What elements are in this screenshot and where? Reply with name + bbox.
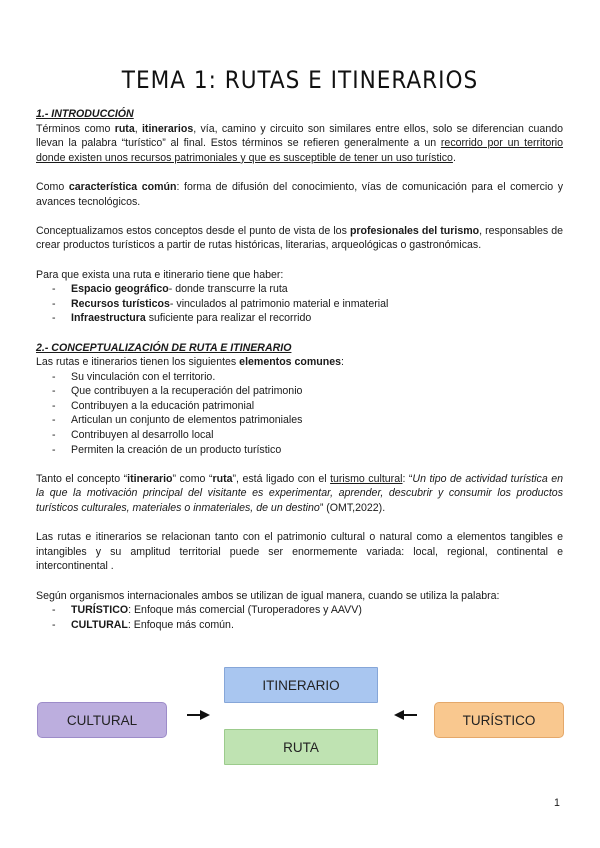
list-item: - Recursos turísticos- vinculados al patrimonio material e inmaterial xyxy=(52,297,563,312)
turistico-box: TURÍSTICO xyxy=(434,702,564,738)
list-item: - Contribuyen a la educación patrimonial xyxy=(52,399,563,414)
international-usage-paragraph: Según organismos internacionales ambos se utilizan de igual manera, cuando se utiliza la palabra: xyxy=(36,589,500,602)
requirements-list xyxy=(36,282,563,326)
cultural-tourism-paragraph: Tanto el concepto “itinerario” como “ruta”, está ligado con el turismo cultural: “Un tipo de actividad turística en la que la motivación principal del visitante es experimentar, aprender, descubrir y consumir los productos turísticos culturales, materiales o inmateriales, de un destino” (OMT,2022). xyxy=(36,472,563,515)
page-number: 1 xyxy=(554,797,560,809)
intro-paragraph: Términos como ruta, itinerarios, vía, camino y circuito son similares entre ellos, solo se diferencian cuando llevan la palabra “turístico” al final. Estos términos se refieren generalmente a un recorrido por un territorio donde existen unos recursos patrimoniales y que es susceptible de tener un uso turístico. xyxy=(36,122,564,164)
requirements-intro: Para que exista una ruta e itinerario tiene que haber: xyxy=(36,268,284,281)
list-item: - TURÍSTICO: Enfoque más comercial (Turoperadores y AAVV) xyxy=(52,603,563,618)
common-elements-list xyxy=(36,370,563,458)
conceptualization-paragraph: Conceptualizamos estos conceptos desde el punto de vista de los profesionales del turismo, responsables de crear productos turísticos a partir de rutas históricas, literarias, arqueológicas o gastronómicas. xyxy=(36,224,563,252)
ruta-box: RUTA xyxy=(224,729,378,765)
list-item: - Articulan un conjunto de elementos patrimoniales xyxy=(52,413,563,428)
arrow-left-icon xyxy=(392,708,418,722)
arrow-right-icon xyxy=(186,708,212,722)
list-item: - Contribuyen al desarrollo local xyxy=(52,428,563,443)
itinerario-box: ITINERARIO xyxy=(224,667,378,703)
page-title: TEMA 1: RUTAS E ITINERARIOS xyxy=(121,66,479,94)
list-item: - Su vinculación con el territorio. xyxy=(52,370,563,385)
list-item: - CULTURAL: Enfoque más común. xyxy=(52,618,563,633)
common-elements-intro: Las rutas e itinerarios tienen los siguientes elementos comunes: xyxy=(36,356,344,369)
list-item: - Infraestructura suficiente para realizar el recorrido xyxy=(52,311,563,326)
list-item: - Espacio geográfico- donde transcurre la ruta xyxy=(52,282,563,297)
usage-list xyxy=(36,603,563,632)
common-feature-paragraph: Como característica común: forma de difusión del conocimiento, vías de comunicación para el comercio y avances tecnológicos. xyxy=(36,180,563,208)
document-body xyxy=(36,107,563,632)
cultural-box: CULTURAL xyxy=(37,702,167,738)
list-item: - Permiten la creación de un producto turístico xyxy=(52,443,563,458)
list-item: - Que contribuyen a la recuperación del patrimonio xyxy=(52,384,563,399)
heritage-paragraph: Las rutas e itinerarios se relacionan tanto con el patrimonio cultural o natural como a elementos tangibles e intangibles y su amplitud territorial puede ser enormemente variada: local, regional, continental e intercontinental . xyxy=(36,531,563,573)
section-heading-introduccion: 1.- INTRODUCCIÓN xyxy=(36,108,134,120)
section-heading-conceptualizacion: 2.- CONCEPTUALIZACIÓN DE RUTA E ITINERARIO xyxy=(36,341,292,354)
